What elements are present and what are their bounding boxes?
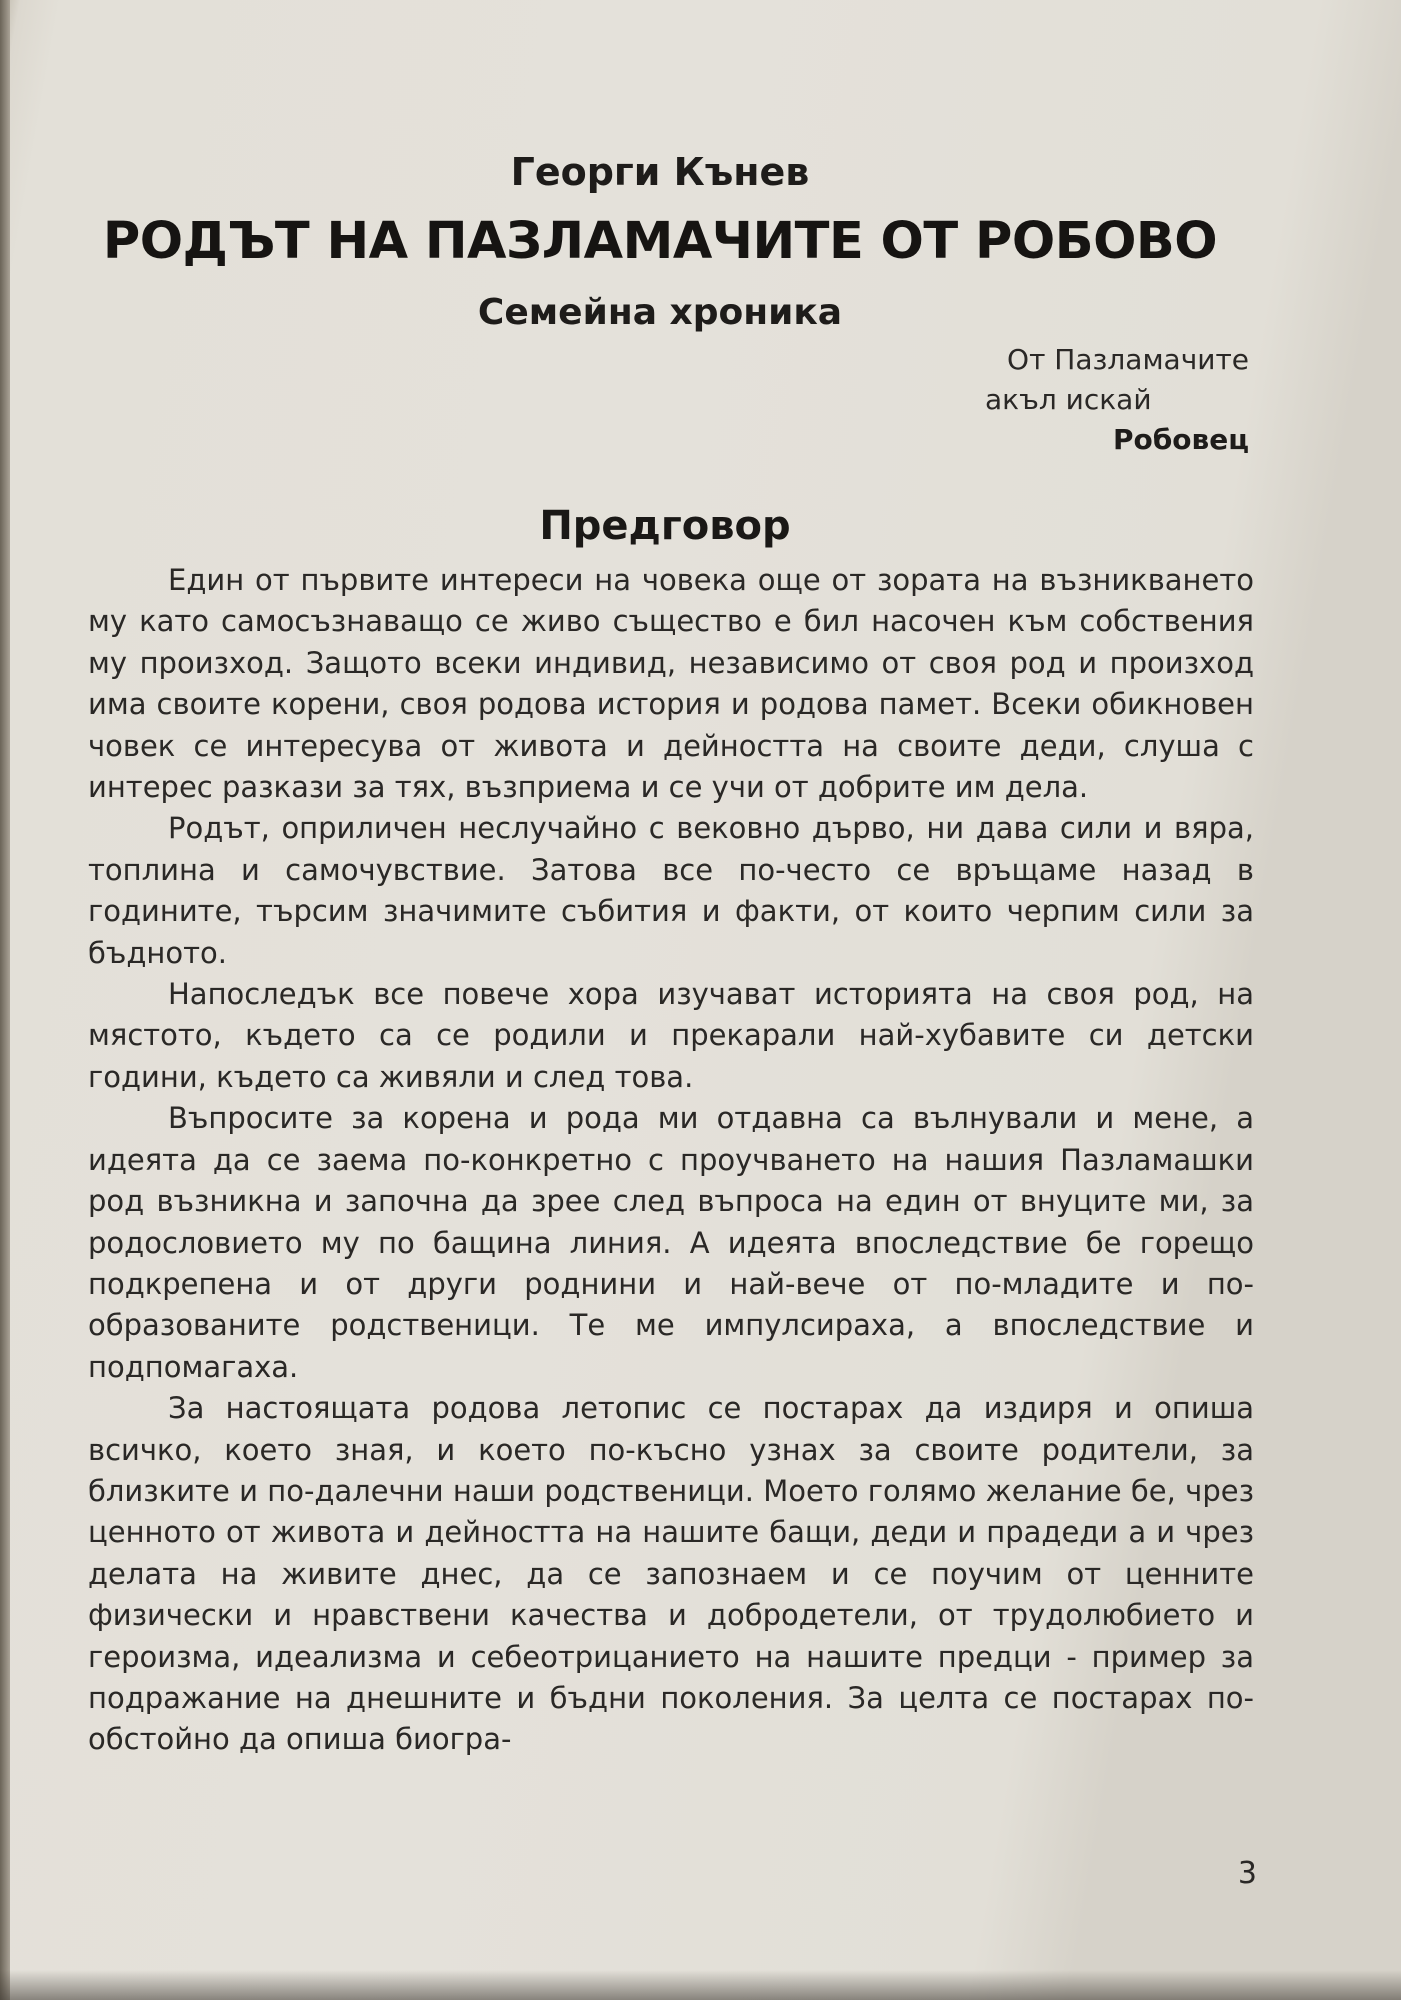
author-name: Георги Кънев: [510, 150, 810, 194]
paragraph: Въпросите за корена и рода ми отдавна са вълнували и мене, а идеята да се заема по-конкретно с проучването на нашия Пазламашки род възникна и започна да зрее след въпроса на един от внуците ми, за родословието му по бащина линия. А идеята впоследствие бе горещо подкрепена и от други роднини и най-вече от по-младите и по-образованите родственици. Те ме импулсираха, а впоследствие и подпомагаха.: [88, 1101, 1254, 1384]
epigraph-signature: Робовец: [1112, 423, 1249, 456]
paragraph: За настоящата родова летопис се постарах да издиря и опиша всичко, което зная, и което по-късно узнах за своите родители, за близките и по-далечни наши родственици. Моето голямо желание бе, чрез ценното от живота и дейността на нашите бащи, деди и прадеди а и чрез делата на живите днес, да се запознаем и се поучим от ценните физически и нравствени качества и добродетели, от трудолюбието и героизма, идеализма и себеотрицанието на нашите предци - пример за подражание на днешните и бъдни поколения. За целта се постарах по-обстойно да опиша биогра-: [88, 1391, 1254, 1757]
epigraph: [889, 340, 1249, 460]
paragraph: Родът, оприличен неслучайно с вековно дърво, ни дава сили и вяра, топлина и самочувствие. Затова все по-често се връщаме назад в годините, търсим значимите събития и факти, от които черпим сили за бъдното.: [88, 811, 1254, 970]
epigraph-line-1: От Пазламачите: [1007, 343, 1249, 376]
section-title: Предговор: [539, 503, 791, 549]
book-title: РОДЪТ НА ПАЗЛАМАЧИТЕ ОТ РОБОВО: [102, 212, 1218, 271]
paragraph: Напоследък все повече хора изучават историята на своя род, на мястото, където са се родили и прекарали най-хубавите си детски години, където са живяли и след това.: [88, 977, 1254, 1094]
paragraph: Един от първите интереси на човека още от зората на възникването му като самосъзнаващо се живо същество е бил насочен към собствения му произход. Защото всеки индивид, независимо от своя род и произход има своите корени, своя родова история и родова памет. Всеки обикновен човек се интересува от живота и дейността на своите деди, слуша с интерес разкази за тях, възприема и се учи от добрите им дела.: [88, 563, 1254, 805]
page-bottom-shadow: [0, 1970, 1401, 2000]
body-text: [88, 560, 1254, 1761]
page-number: 3: [1237, 1856, 1257, 1891]
book-subtitle: Семейна хроника: [477, 292, 843, 333]
epigraph-line-2: акъл искай: [985, 383, 1152, 416]
